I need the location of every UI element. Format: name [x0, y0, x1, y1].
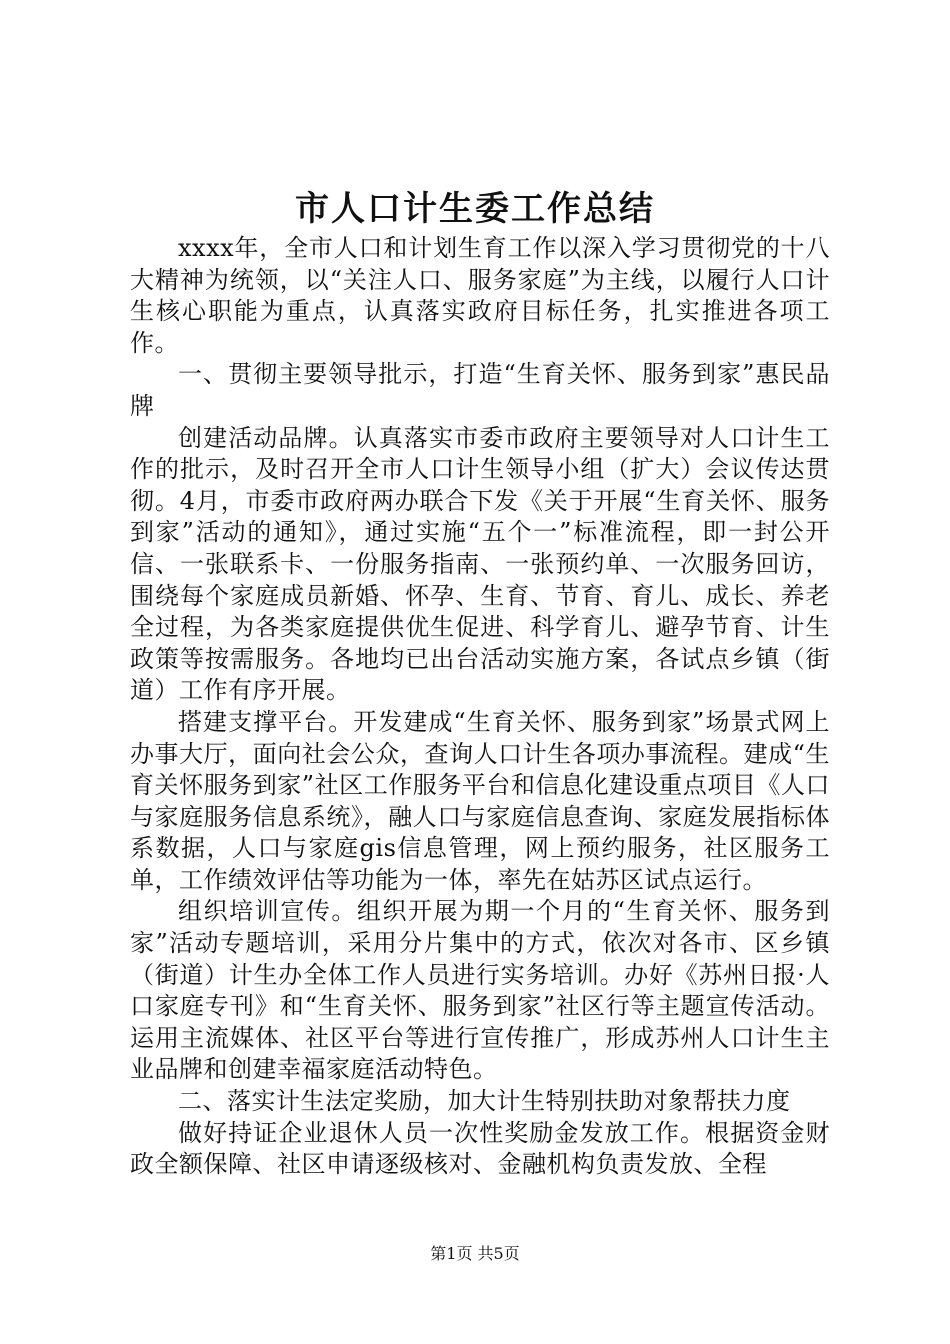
paragraph-activity-brand: 创建活动品牌。认真落实市委市政府主要领导对人口计生工作的批示，及时召开全市人口计生领导小组（扩大）会议传达贯彻。4月，市委市政府两办联合下发《关于开展“生育关怀、服务到家”活动的通知》，通过实施“五个一”标准流程，即一封公开信、一张联系卡、一份服务指南、一张预约单、一次服务回访，围绕每个家庭成员新婚、怀孕、生育、节育、育儿、成长、养老全过程，为各类家庭提供优生促进、科学育儿、避孕节育、计生政策等按需服务。各地均已出台活动实施方案，各试点乡镇（街道）工作有序开展。 — [130, 423, 830, 705]
section-heading-2: 二、落实计生法定奖励，加大计生特别扶助对象帮扶力度 — [178, 1087, 791, 1116]
paragraph-intro: xxxx年，全市人口和计划生育工作以深入学习贯彻党的十八大精神为统领，以“关注人口、服务家庭”为主线，以履行人口计生核心职能为重点，认真落实政府目标任务，扎实推进各项工作。 — [130, 234, 830, 357]
paragraph-retiree-reward: 做好持证企业退休人员一次性奖励金发放工作。根据资金财政全额保障、社区申请逐级核对、金融机构负责发放、全程 — [130, 1118, 830, 1179]
paragraph-support-platform: 搭建支撑平台。开发建成“生育关怀、服务到家”场景式网上办事大厅，面向社会公众，查询人口计生各项办事流程。建成“生育关怀服务到家”社区工作服务平台和信息化建设重点项目《人口与家庭服务信息系统》，融人口与家庭信息查询、家庭发展指标体系数据，人口与家庭gis信息管理，网上预约服务，社区服务工单，工作绩效评估等功能为一体，率先在姑苏区试点运行。 — [130, 707, 830, 894]
page-footer: 第1页 共5页 — [430, 1244, 520, 1263]
section-heading-1: 一、贯彻主要领导批示，打造“生育关怀、服务到家”惠民品牌 — [130, 360, 830, 420]
paragraph-training-publicity: 组织培训宣传。组织开展为期一个月的“生育关怀、服务到家”活动专题培训，采用分片集中的方式，依次对各市、区乡镇（街道）计生办全体工作人员进行实务培训。办好《苏州日报·人口家庭专刊》和“生育关怀、服务到家”社区行等主题宣传活动。运用主流媒体、社区平台等进行宣传推广，形成苏州人口计生主业品牌和创建幸福家庭活动特色。 — [130, 897, 830, 1084]
document-title: 市人口计生委工作总结 — [295, 189, 655, 229]
document-body — [130, 233, 830, 1181]
